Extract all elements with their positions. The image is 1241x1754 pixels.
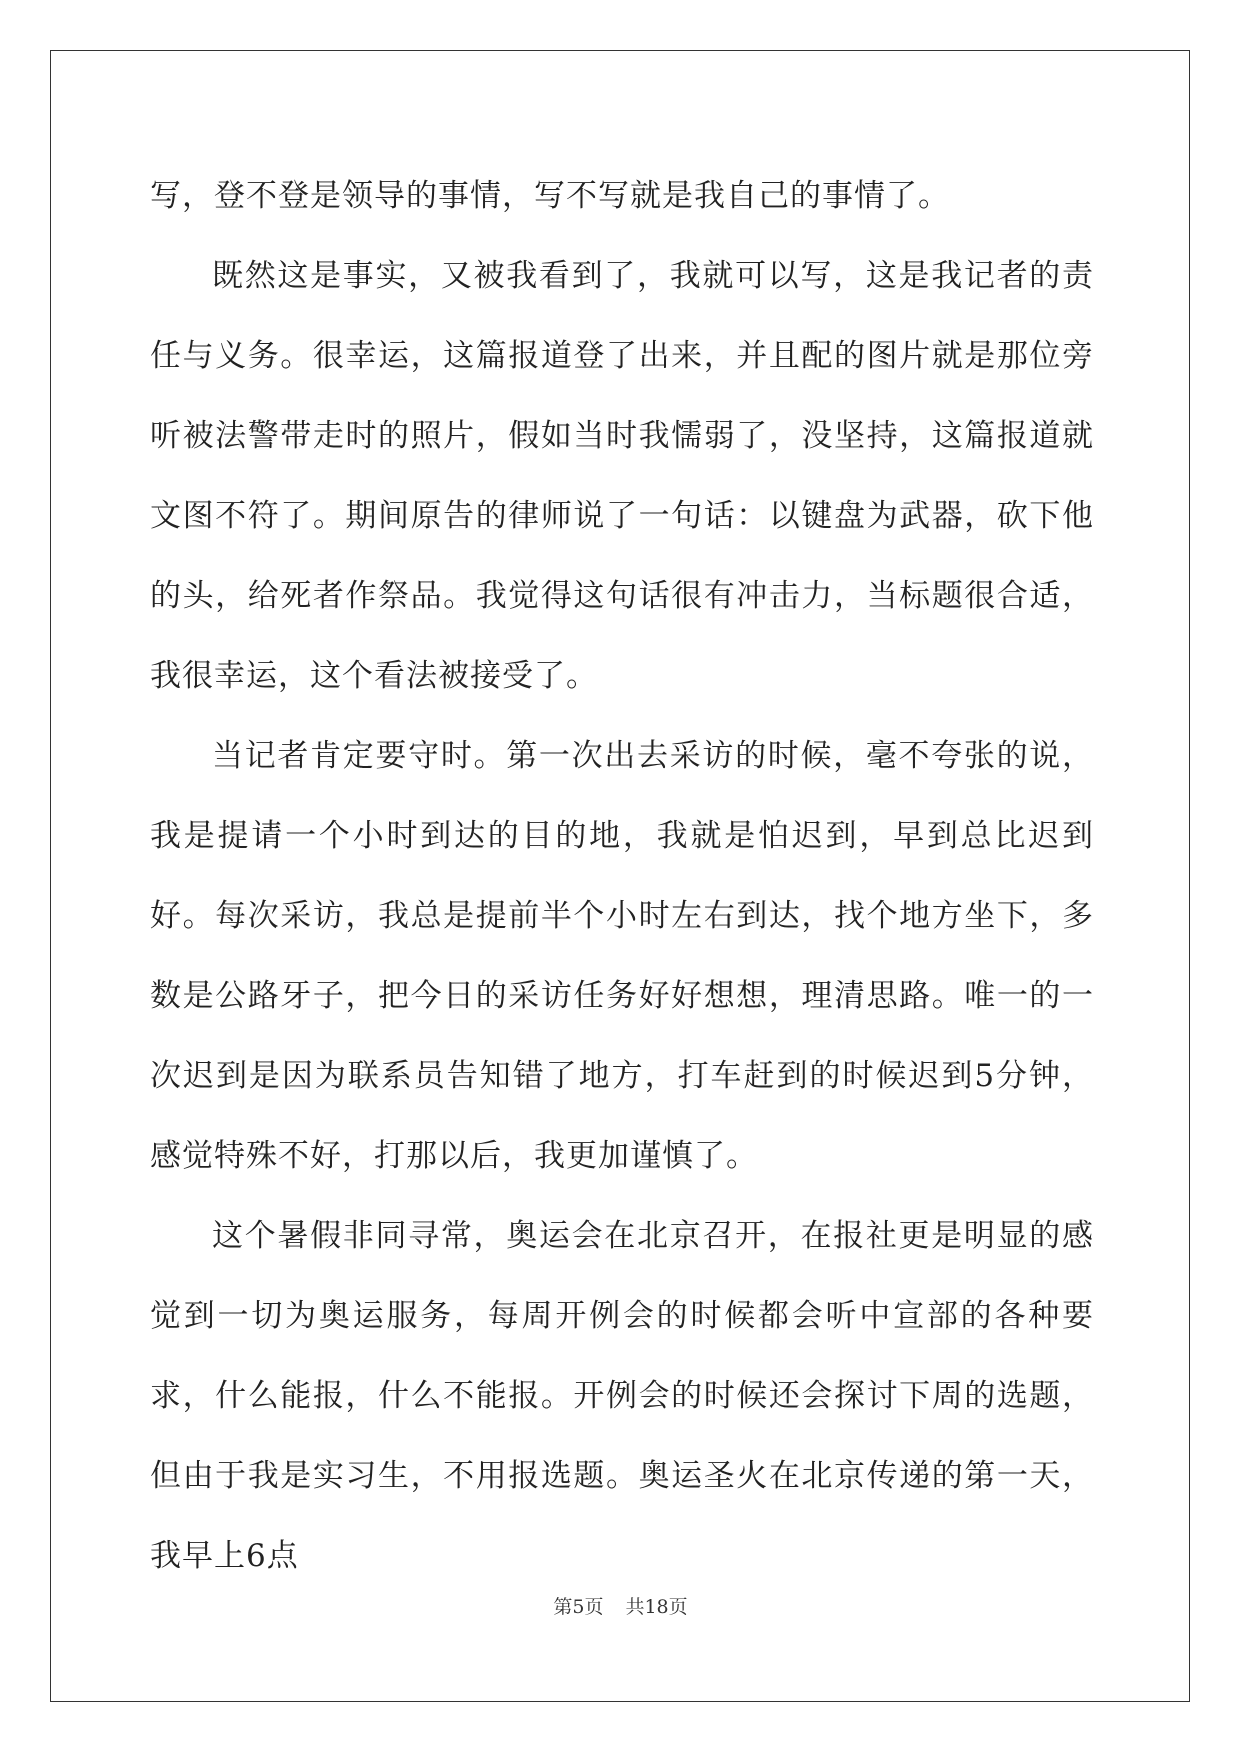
paragraph-1: 写，登不登是领导的事情，写不写就是我自己的事情了。 [150,178,950,214]
document-body [150,156,1094,1596]
page-footer [0,1592,1241,1619]
page-number: 第5页 [553,1596,604,1618]
page-total: 共18页 [625,1596,688,1618]
paragraph-4: 这个暑假非同寻常，奥运会在北京召开，在报社更是明显的感觉到一切为奥运服务，每周开例会的时候都会听中宣部的各种要求，什么能报，什么不能报。开例会的时候还会探讨下周的选题，但由于我是实习生，不用报选题。奥运圣火在北京传递的第一天，我早上6点 [150,1218,1094,1574]
paragraph-3: 当记者肯定要守时。第一次出去采访的时候，毫不夸张的说，我是提请一个小时到达的目的地，我就是怕迟到，早到总比迟到好。每次采访，我总是提前半个小时左右到达，找个地方坐下，多数是公路牙子，把今日的采访任务好好想想，理清思路。唯一的一次迟到是因为联系员告知错了地方，打车赶到的时候迟到5分钟，感觉特殊不好，打那以后，我更加谨慎了。 [150,738,1094,1174]
paragraph-2: 既然这是事实，又被我看到了，我就可以写，这是我记者的责任与义务。很幸运，这篇报道登了出来，并且配的图片就是那位旁听被法警带走时的照片，假如当时我懦弱了，没坚持，这篇报道就文图不符了。期间原告的律师说了一句话：以键盘为武器，砍下他的头，给死者作祭品。我觉得这句话很有冲击力，当标题很合适，我很幸运，这个看法被接受了。 [150,258,1094,694]
